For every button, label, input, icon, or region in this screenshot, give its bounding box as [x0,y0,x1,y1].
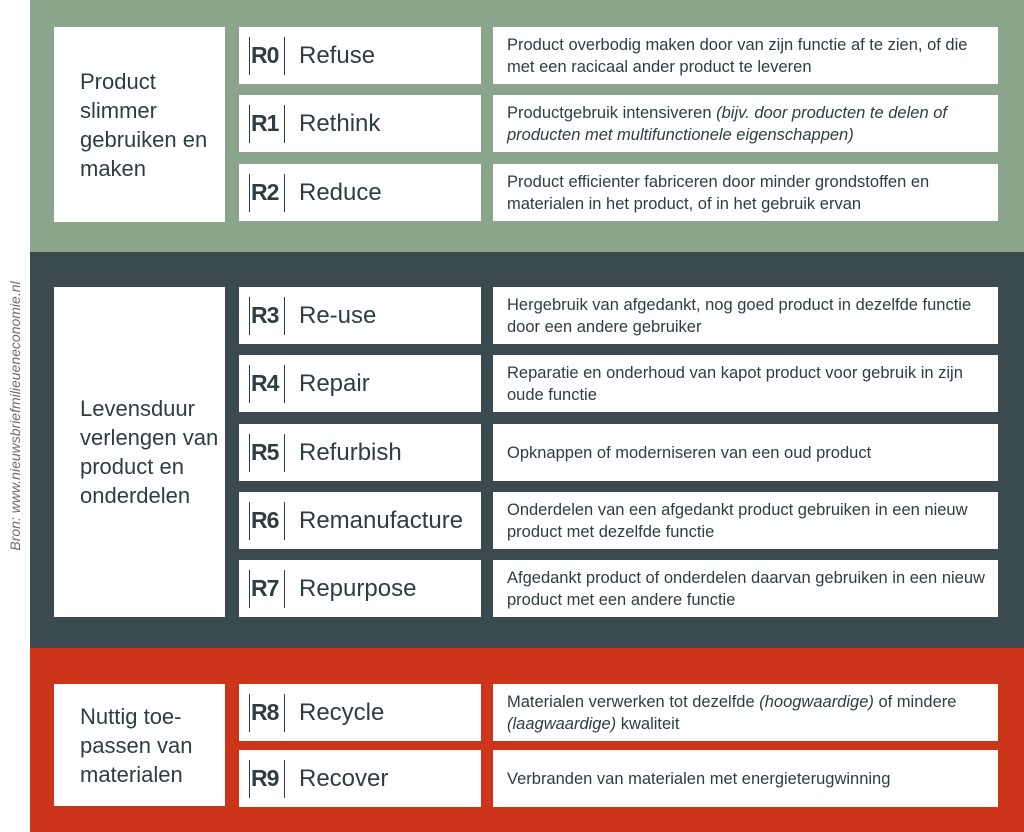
description-text: Product overbodig maken door van zijn functie af te zien, of die met een racicaal ander product te leveren [507,35,968,76]
category-label: Product slimmer gebruiken en maken [80,68,208,181]
r-strategy-r6 [239,492,481,549]
r-code: R1 [251,109,279,136]
r-code: R3 [251,301,279,328]
r-code: R7 [251,574,279,601]
category-box [54,27,225,222]
r-code: R5 [251,438,279,465]
r-code: R8 [251,698,279,725]
r-description [493,691,998,735]
category-box [54,287,225,617]
r-code-badge [249,693,285,733]
r-strategy-name: Recycle [299,698,385,726]
section-3 [30,648,1024,832]
r-strategy-name: Re-use [299,301,377,329]
category-box [54,684,225,806]
category-label: Levensduur verlengen van product en onderdelen [80,396,219,508]
r-description-box [493,684,998,741]
section-2 [30,252,1024,648]
description-italic-text: (bijv. door producten te delen of producten met multifunctionele eigenschappen) [507,103,947,144]
r-strategy-name: Refurbish [299,438,402,466]
r-description [493,34,998,78]
r-strategy-r3 [239,287,481,344]
description-text: Product efficienter fabriceren door minder grondstoffen en materialen in het product, of in het gebruik ervan [507,172,930,213]
description-text: Reparatie en onderhoud van kapot product voor gebruik in zijn oude functie [507,363,963,404]
r-strategy-name: Remanufacture [299,506,464,534]
description-text: Productgebruik intensiveren [507,103,717,122]
category-label: Nuttig toe-passen van materialen [80,703,193,787]
r-strategy-r7 [239,560,481,617]
r-strategy-name: Rethink [299,109,381,137]
r-strategy-r2 [239,164,481,221]
description-text: Hergebruik van afgedankt, nog goed product in dezelfde functie door een andere gebruiker [507,295,972,336]
r-code-badge [249,364,285,404]
r-code-badge [249,433,285,473]
description-text: Opknappen of moderniseren van een oud product [507,443,872,462]
r-strategy-r4 [239,355,481,412]
description-italic-text: (hoogwaardige) [759,692,874,711]
r-strategy-name: Refuse [299,41,376,69]
r-code: R9 [251,764,279,791]
description-text: of mindere [873,692,957,711]
r-strategy-r8 [239,684,481,741]
r-code-badge [249,104,285,144]
section-1 [30,0,1024,252]
r-description [493,442,881,464]
r-description-box [493,287,998,344]
r-description-box [493,560,998,617]
r-description [493,768,900,790]
r-code: R0 [251,41,279,68]
r-description-box [493,355,998,412]
r-description-box [493,95,998,152]
r-description [493,102,998,146]
description-text: Afgedankt product of onderdelen daarvan gebruiken in een nieuw product met een andere functie [507,568,985,609]
r-strategy-r1 [239,95,481,152]
description-text: Verbranden van materialen met energieterugwinning [507,769,891,788]
r-strategy-r9 [239,750,481,807]
r-strategy-r0 [239,27,481,84]
r-description [493,294,998,338]
r-code-badge [249,759,285,799]
r-description [493,567,998,611]
r-code: R4 [251,369,279,396]
source-credit: Bron: www.nieuwsbriefmilieueneconomie.nl [7,281,23,551]
description-text: Onderdelen van een afgedankt product gebruiken in een nieuw product met dezelfde functie [507,500,968,541]
r-strategy-name: Reduce [299,178,382,206]
r-code-badge [249,36,285,76]
r-code-badge [249,296,285,336]
r-code: R2 [251,178,279,205]
r-description-box [493,492,998,549]
r-description-box [493,27,998,84]
r-code-badge [249,173,285,213]
r-description-box [493,750,998,807]
description-text: Materialen verwerken tot dezelfde [507,692,760,711]
description-text: kwaliteit [616,714,680,733]
source-credit-strip [0,0,30,832]
r-strategy-name: Repurpose [299,574,417,602]
description-italic-text: (laagwaardige) [507,714,617,733]
r-code: R6 [251,506,279,533]
r-strategy-name: Repair [299,369,370,397]
r-description [493,362,998,406]
r-description [493,499,998,543]
r-code-badge [249,501,285,541]
r-description-box [493,164,998,221]
r-strategy-name: Recover [299,764,389,792]
r-description [493,171,998,215]
r-strategy-r5 [239,424,481,481]
r-description-box [493,424,998,481]
r-code-badge [249,569,285,609]
